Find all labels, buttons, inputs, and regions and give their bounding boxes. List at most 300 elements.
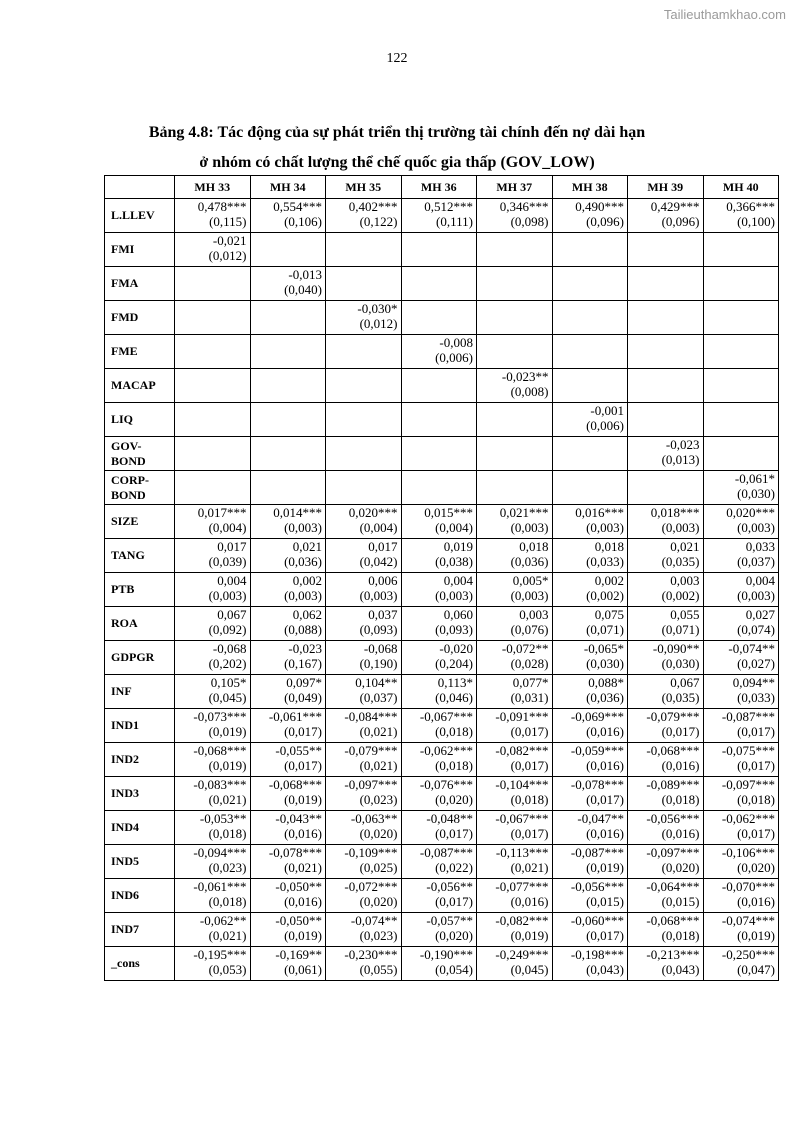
table-cell [326,403,402,437]
standard-error-value: (0,016) [661,826,700,841]
table-cell [250,811,326,845]
standard-error-value: (0,076) [510,622,549,637]
standard-error-value: (0,115) [209,214,247,229]
standard-error-value: (0,015) [661,894,700,909]
table-cell [401,947,477,981]
row-variable-name: INF [105,675,175,709]
table-cell [401,845,477,879]
standard-error-value: (0,028) [510,656,549,671]
standard-error-value: (0,061) [284,962,322,977]
table-cell [477,267,553,301]
table-cell [477,811,553,845]
table-row [105,369,779,403]
table-cell [477,403,553,437]
header-corner-cell [105,176,175,199]
standard-error-value: (0,018) [208,826,247,841]
standard-error-value: (0,190) [359,656,398,671]
coefficient-value: -0,087*** [419,845,473,860]
coefficient-value: -0,069*** [570,709,624,724]
table-cell [628,437,704,471]
standard-error-value: (0,003) [208,588,247,603]
row-variable-name: IND7 [105,913,175,947]
page-number: 122 [386,51,408,66]
coefficient-value: 0,037 [368,607,398,622]
table-cell [250,403,326,437]
table-cell [401,743,477,777]
coefficient-value: 0,018 [519,539,549,554]
coefficient-value: 0,020*** [348,505,398,520]
table-cell [552,199,628,233]
table-cell [628,403,704,437]
standard-error-value: (0,016) [586,826,624,841]
coefficient-value: 0,478*** [197,199,247,214]
table-cell [628,777,704,811]
coefficient-value: -0,067*** [419,709,473,724]
table-cell [477,335,553,369]
coefficient-value: 0,015*** [424,505,473,520]
table-cell [477,607,553,641]
table-cell [401,471,477,505]
standard-error-value: (0,017) [661,724,700,739]
table-row [105,267,779,301]
coefficient-value: -0,084*** [344,709,398,724]
coefficient-value: -0,048** [426,811,473,826]
coefficient-value: -0,055** [275,743,322,758]
coefficient-value: -0,023 [288,641,322,656]
standard-error-value: (0,017) [737,758,775,773]
row-variable-name: FMD [105,301,175,335]
table-cell [326,675,402,709]
table-row [105,777,779,811]
coefficient-value: -0,078*** [570,777,624,792]
standard-error-value: (0,021) [359,724,398,739]
table-cell [326,947,402,981]
table-row [105,403,779,437]
table-cell [552,675,628,709]
table-cell [628,845,704,879]
table-row [105,709,779,743]
table-cell [401,573,477,607]
table-cell [552,437,628,471]
table-cell [552,709,628,743]
table-cell [250,777,326,811]
standard-error-value: (0,003) [586,520,624,535]
standard-error-value: (0,018) [737,792,775,807]
coefficient-value: 0,003 [670,573,700,588]
table-cell [401,233,477,267]
coefficient-value: 0,094** [732,675,775,690]
coefficient-value: 0,021*** [499,505,549,520]
standard-error-value: (0,017) [510,826,549,841]
table-cell [703,437,779,471]
standard-error-value: (0,021) [208,928,247,943]
table-cell [477,913,553,947]
table-cell [477,539,553,573]
standard-error-value: (0,017) [510,724,549,739]
table-row [105,811,779,845]
standard-error-value: (0,019) [284,928,322,943]
standard-error-value: (0,055) [359,962,398,977]
standard-error-value: (0,020) [359,826,398,841]
coefficient-value: 0,346*** [499,199,549,214]
table-cell [326,233,402,267]
coefficient-value: -0,082*** [495,743,549,758]
standard-error-value: (0,013) [661,452,700,467]
table-cell [628,369,704,403]
standard-error-value: (0,023) [359,928,398,943]
table-row [105,539,779,573]
coefficient-value: 0,017*** [197,505,247,520]
coefficient-value: -0,230*** [344,947,398,962]
standard-error-value: (0,006) [586,418,624,433]
table-row [105,845,779,879]
table-cell [628,879,704,913]
row-variable-name: L.LLEV [105,199,175,233]
table-cell [552,233,628,267]
table-cell [250,335,326,369]
coefficient-value: 0,104** [355,675,398,690]
coefficient-value: 0,067 [217,607,247,622]
coefficient-value: -0,023 [665,437,700,452]
standard-error-value: (0,018) [661,792,700,807]
table-cell [477,641,553,675]
coefficient-value: -0,076*** [419,777,473,792]
table-cell [628,539,704,573]
standard-error-value: (0,040) [284,282,322,297]
table-cell [401,641,477,675]
coefficient-value: -0,047** [577,811,624,826]
table-cell [552,607,628,641]
coefficient-value: -0,072*** [344,879,398,894]
table-cell [175,301,251,335]
standard-error-value: (0,020) [737,860,775,875]
table-cell [552,403,628,437]
table-cell [703,743,779,777]
coefficient-value: 0,002 [594,573,624,588]
standard-error-value: (0,019) [284,792,322,807]
coefficient-value: -0,056*** [646,811,700,826]
table-cell [703,505,779,539]
standard-error-value: (0,036) [284,554,322,569]
column-header: MH 33 [175,176,251,199]
table-row [105,641,779,675]
standard-error-value: (0,035) [661,554,700,569]
table-row [105,335,779,369]
table-cell [175,777,251,811]
table-cell [326,573,402,607]
standard-error-value: (0,019) [586,860,624,875]
table-cell [326,369,402,403]
table-cell [175,505,251,539]
table-cell [250,233,326,267]
coefficient-value: -0,079*** [344,743,398,758]
coefficient-value: 0,018*** [650,505,700,520]
table-cell [477,437,553,471]
coefficient-value: -0,062** [199,913,247,928]
coefficient-value: -0,001 [590,403,624,418]
row-variable-name: GDPGR [105,641,175,675]
row-variable-name: MACAP [105,369,175,403]
standard-error-value: (0,017) [737,826,775,841]
standard-error-value: (0,016) [737,894,775,909]
table-cell [401,811,477,845]
coefficient-value: 0,055 [670,607,700,622]
coefficient-value: -0,078*** [268,845,322,860]
table-cell [552,301,628,335]
coefficient-value: 0,077* [512,675,549,690]
coefficient-value: -0,013 [288,267,322,282]
table-cell [552,845,628,879]
coefficient-value: -0,087*** [570,845,624,860]
coefficient-value: 0,067 [670,675,700,690]
standard-error-value: (0,071) [586,622,624,637]
table-cell [703,947,779,981]
coefficient-value: -0,056** [426,879,473,894]
coefficient-value: 0,004 [443,573,473,588]
coefficient-value: 0,512*** [424,199,473,214]
coefficient-value: 0,006 [368,573,398,588]
standard-error-value: (0,027) [737,656,775,671]
table-row [105,913,779,947]
row-variable-name: FMI [105,233,175,267]
coefficient-value: -0,106*** [721,845,775,860]
coefficient-value: 0,021 [292,539,322,554]
row-variable-name: CORP-BOND [105,471,175,505]
standard-error-value: (0,122) [359,214,398,229]
standard-error-value: (0,033) [586,554,624,569]
coefficient-value: 0,021 [670,539,700,554]
coefficient-value: 0,014*** [273,505,322,520]
coefficient-value: -0,068 [363,641,398,656]
standard-error-value: (0,018) [661,928,700,943]
coefficient-value: -0,068*** [646,913,700,928]
coefficient-value: -0,065* [583,641,624,656]
table-row [105,947,779,981]
column-header: MH 35 [326,176,402,199]
standard-error-value: (0,008) [510,384,549,399]
standard-error-value: (0,031) [510,690,549,705]
coefficient-value: 0,027 [745,607,775,622]
row-variable-name: SIZE [105,505,175,539]
coefficient-value: 0,366*** [726,199,775,214]
coefficient-value: 0,020*** [726,505,775,520]
table-cell [477,199,553,233]
table-cell [401,335,477,369]
column-header: MH 37 [477,176,553,199]
table-cell [703,233,779,267]
table-cell [552,947,628,981]
table-cell [703,879,779,913]
table-cell [703,811,779,845]
coefficient-value: -0,097*** [344,777,398,792]
table-cell [175,335,251,369]
standard-error-value: (0,021) [284,860,322,875]
standard-error-value: (0,033) [737,690,775,705]
coefficient-value: 0,105* [210,675,247,690]
standard-error-value: (0,017) [586,792,624,807]
table-cell [326,879,402,913]
column-header: MH 39 [628,176,704,199]
table-row [105,607,779,641]
table-cell [552,811,628,845]
coefficient-value: -0,079*** [646,709,700,724]
table-cell [175,573,251,607]
standard-error-value: (0,096) [586,214,624,229]
table-cell [175,845,251,879]
row-variable-name: _cons [105,947,175,981]
standard-error-value: (0,003) [284,588,322,603]
standard-error-value: (0,045) [510,962,549,977]
standard-error-value: (0,012) [208,248,247,263]
standard-error-value: (0,016) [284,826,322,841]
table-cell [703,369,779,403]
table-cell [401,913,477,947]
table-cell [401,369,477,403]
table-cell [250,845,326,879]
table-title-line-2: ở nhóm có chất lượng thể chế quốc gia thấp (GOV_LOW) [199,154,595,171]
standard-error-value: (0,006) [435,350,473,365]
standard-error-value: (0,019) [510,928,549,943]
header-row [105,176,779,199]
table-cell [401,675,477,709]
standard-error-value: (0,036) [510,554,549,569]
coefficient-value: -0,082*** [495,913,549,928]
table-cell [552,505,628,539]
coefficient-value: -0,050** [275,913,322,928]
table-cell [552,267,628,301]
table-cell [326,641,402,675]
table-row [105,199,779,233]
table-cell [401,539,477,573]
coefficient-value: -0,061*** [268,709,322,724]
table-cell [703,845,779,879]
column-header: MH 34 [250,176,326,199]
table-cell [175,947,251,981]
coefficient-value: 0,402*** [348,199,398,214]
table-cell [552,743,628,777]
coefficient-value: -0,074** [350,913,398,928]
table-cell [326,811,402,845]
standard-error-value: (0,030) [737,486,775,501]
table-cell [401,267,477,301]
table-cell [326,743,402,777]
coefficient-value: 0,004 [217,573,247,588]
table-cell [175,811,251,845]
table-cell [703,913,779,947]
row-variable-name: FMA [105,267,175,301]
table-cell [552,335,628,369]
table-row [105,437,779,471]
table-row [105,573,779,607]
coefficient-value: -0,075*** [721,743,775,758]
coefficient-value: -0,061*** [193,879,247,894]
standard-error-value: (0,020) [359,894,398,909]
standard-error-value: (0,017) [435,894,473,909]
standard-error-value: (0,002) [586,588,624,603]
coefficient-value: 0,062 [292,607,322,622]
coefficient-value: 0,554*** [273,199,322,214]
coefficient-value: 0,002 [292,573,322,588]
coefficient-value: 0,088* [588,675,624,690]
table-cell [628,471,704,505]
standard-error-value: (0,100) [737,214,775,229]
table-cell [477,777,553,811]
table-cell [477,675,553,709]
table-cell [703,573,779,607]
coefficient-value: -0,113*** [495,845,549,860]
standard-error-value: (0,046) [435,690,473,705]
coefficient-value: -0,083*** [193,777,247,792]
standard-error-value: (0,021) [510,860,549,875]
row-variable-name: IND1 [105,709,175,743]
standard-error-value: (0,020) [435,792,473,807]
table-cell [477,947,553,981]
standard-error-value: (0,167) [284,656,322,671]
table-cell [628,607,704,641]
table-cell [477,879,553,913]
table-cell [401,403,477,437]
table-cell [703,267,779,301]
coefficient-value: -0,104*** [495,777,549,792]
table-cell [401,301,477,335]
table-cell [401,777,477,811]
table-cell [703,335,779,369]
table-cell [703,199,779,233]
table-row [105,505,779,539]
standard-error-value: (0,016) [586,724,624,739]
table-cell [175,437,251,471]
standard-error-value: (0,003) [661,520,700,535]
standard-error-value: (0,049) [284,690,322,705]
coefficient-value: -0,053** [199,811,247,826]
coefficient-value: -0,021 [212,233,247,248]
coefficient-value: -0,070*** [721,879,775,894]
standard-error-value: (0,036) [586,690,624,705]
coefficient-value: -0,077*** [495,879,549,894]
standard-error-value: (0,016) [586,758,624,773]
coefficient-value: -0,094*** [193,845,247,860]
coefficient-value: -0,068 [212,641,247,656]
standard-error-value: (0,088) [284,622,322,637]
table-cell [628,233,704,267]
standard-error-value: (0,030) [661,656,700,671]
standard-error-value: (0,016) [284,894,322,909]
coefficient-value: -0,198*** [570,947,624,962]
coefficient-value: 0,429*** [650,199,700,214]
coefficient-value: -0,097*** [721,777,775,792]
table-cell [250,437,326,471]
table-cell [401,437,477,471]
table-cell [326,505,402,539]
table-cell [477,301,553,335]
standard-error-value: (0,093) [359,622,398,637]
table-cell [326,335,402,369]
table-cell [175,539,251,573]
standard-error-value: (0,002) [661,588,700,603]
table-cell [703,607,779,641]
standard-error-value: (0,042) [359,554,398,569]
watermark-text: Tailieuthamkhao.com [663,7,786,22]
table-cell [401,879,477,913]
coefficient-value: 0,018 [594,539,624,554]
column-header: MH 36 [401,176,477,199]
standard-error-value: (0,017) [284,758,322,773]
coefficient-value: 0,019 [443,539,473,554]
table-row [105,301,779,335]
table-row [105,233,779,267]
table-cell [326,777,402,811]
standard-error-value: (0,071) [661,622,700,637]
